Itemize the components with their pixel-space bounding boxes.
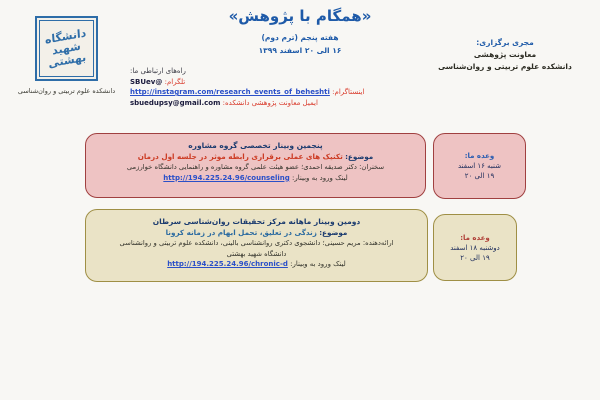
webinar2-link-label: لینک ورود به وبینار:: [290, 260, 346, 268]
contact-telegram-line: [130, 77, 412, 88]
schedule2-day: دوشنبه ۱۸ اسفند: [450, 243, 500, 252]
webinar1-speaker: سخنران: دکتر صدیقه احمدی؛ عضو هیئت علمی گروه مشاوره و راهنمایی دانشگاه خوارزمی: [126, 163, 385, 171]
schedule-card-counseling: [433, 133, 526, 199]
contact-email-line: [130, 98, 412, 109]
schedule2-time: ۱۹ الی ۲۰: [460, 253, 490, 262]
email-address[interactable]: sbuedupsy@gmail.com: [130, 98, 221, 107]
telegram-handle[interactable]: @SBUev: [130, 77, 163, 86]
webinar1-link-label: لینک ورود به وبینار:: [292, 173, 348, 182]
webinar2-title: دومین وبینار ماهانه مرکز تحقیقات روان‌شناسی سرطان: [152, 217, 361, 226]
university-logo: [35, 16, 98, 81]
webinar2-speaker-affiliation: دانشگاه شهید بهشتی: [226, 249, 287, 258]
contact-heading: راه‌های ارتباطی ما:: [130, 67, 186, 75]
webinar2-link[interactable]: http://194.225.24.96/chronic-d: [167, 260, 288, 268]
schedule1-day: شنبه ۱۶ اسفند: [458, 162, 501, 170]
organizer-line1: معاونت پژوهشی: [473, 50, 537, 59]
page-title: «همگام با پژوهش»: [228, 7, 372, 25]
organizer-label: مجری برگزاری:: [476, 38, 534, 47]
schedule1-time: ۱۹ الی ۲۰: [464, 172, 495, 180]
contact-block: [130, 66, 412, 108]
week-subtitle: هفته پنجم (ترم دوم): [261, 33, 339, 42]
webinar1-topic-label: موضوع:: [345, 152, 374, 161]
webinar2-topic-label: موضوع:: [319, 228, 348, 237]
date-range: ۱۶ الی ۲۰ اسفند ۱۳۹۹: [258, 46, 342, 55]
instagram-link[interactable]: http://instagram.com/research_events_of_beheshti: [130, 88, 330, 96]
telegram-label: تلگرام:: [164, 77, 186, 86]
webinar1-topic: تکنیک های عملی برقراری رابطه موثر در جلسه اول درمان: [137, 152, 343, 161]
webinar1-link[interactable]: http://194.225.24.96/counseling: [163, 173, 290, 182]
faculty-caption: دانشکده علوم تربیتی و روان‌شناسی: [17, 87, 116, 95]
webinar1-link-line: [94, 173, 417, 184]
schedule2-label: وعده ما:: [460, 233, 490, 242]
webinar-card-counseling: [85, 133, 426, 198]
webinar2-speaker: ارائه‌دهنده: مریم حسینی؛ دانشجوی دکتری روانشناسی بالینی، دانشکده علوم تربیتی و روانشناسی: [119, 239, 394, 247]
organizer-block: [415, 37, 595, 73]
organizer-line2: دانشکده علوم تربیتی و روان‌شناسی: [438, 62, 572, 71]
webinar2-link-line: [94, 259, 419, 270]
email-label: ایمیل معاونت پژوهشی دانشکده:: [222, 98, 318, 107]
webinar1-topic-line: [94, 151, 417, 162]
instagram-label: اینستاگرام:: [332, 88, 365, 96]
webinar2-topic-line: [94, 227, 419, 238]
schedule1-label: وعده ما:: [464, 152, 495, 160]
schedule-card-cancer-research: [433, 214, 517, 281]
webinar1-title: پنجمین وبینار تخصصی گروه مشاوره: [188, 141, 323, 150]
webinar-card-cancer-research: [85, 209, 428, 282]
contact-instagram-line: [130, 87, 412, 98]
webinar2-topic: زندگی در تعلیق، تحمل ابهام در زمانه کرونا: [165, 228, 317, 237]
university-logo-calligraphy: دانشگاه شهید بهشتی: [44, 25, 87, 70]
